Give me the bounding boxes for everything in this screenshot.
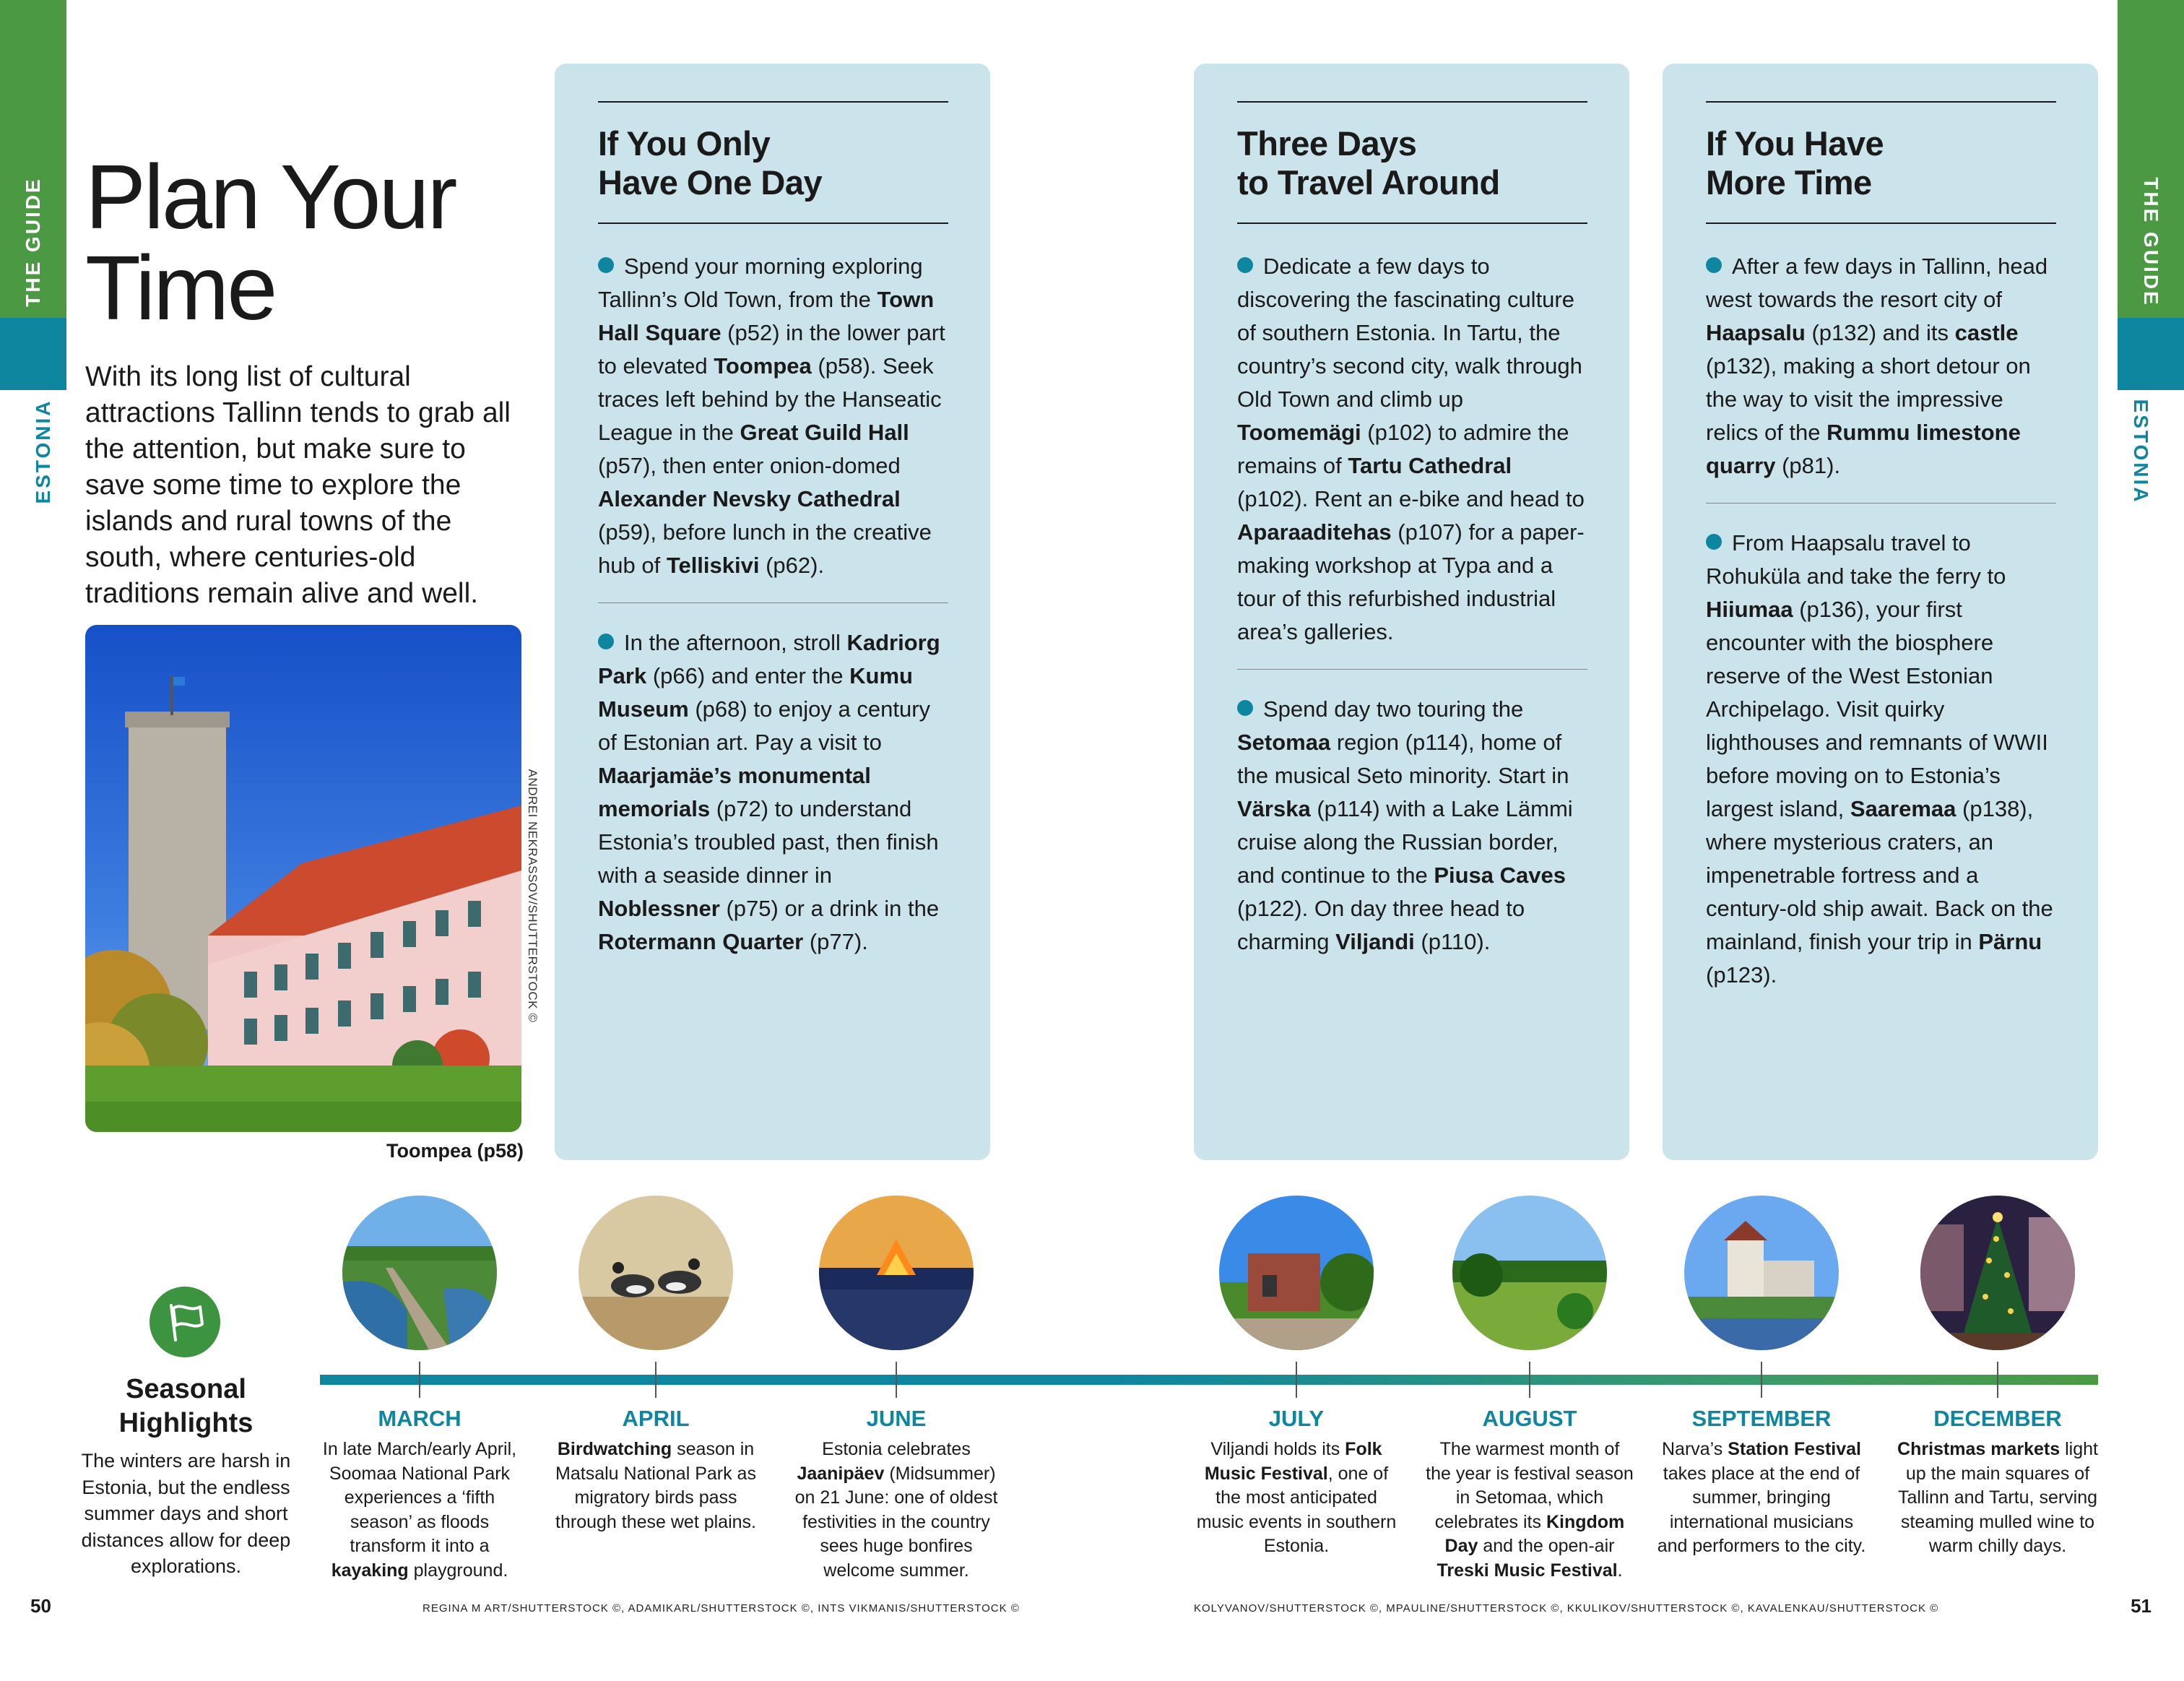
month-label-september: SEPTEMBER: [1691, 1406, 1832, 1431]
body-text: season in Matsalu National Park as migratory birds pass through these wet plains.: [555, 1439, 756, 1532]
body-text: (p107) for a paper-making workshop at Typa and a tour of this refurbished industrial area’s galleries.: [1237, 519, 1585, 644]
toompea-photo: [85, 625, 521, 1132]
highlight-text: Jaanipäev: [797, 1463, 885, 1484]
highlight-text: Birdwatching: [557, 1439, 672, 1459]
card-top-rule: [1237, 101, 1587, 103]
month-description-april: [551, 1438, 760, 1534]
photo-credits-left: REGINA M ART/SHUTTERSTOCK ©, ADAMIKARL/SHUTTERSTOCK ©, INTS VIKMANIS/SHUTTERSTOCK ©: [422, 1602, 1020, 1615]
body-text: Estonia celebrates: [822, 1439, 971, 1459]
month-label-august: AUGUST: [1482, 1406, 1577, 1431]
body-text: , one of the most anticipated music events in southern Estonia.: [1196, 1463, 1397, 1556]
body-text: (p68) to enjoy a century of Estonian art. Pay a visit to: [598, 696, 931, 755]
card-paragraph: [1237, 250, 1587, 649]
body-text: From Haapsalu travel to Rohuküla and take the ferry to: [1706, 530, 2006, 589]
card-title-line: Have One Day: [598, 163, 823, 202]
photo-credits-right: KOLYVANOV/SHUTTERSTOCK ©, MPAULINE/SHUTTERSTOCK ©, KKULIKOV/SHUTTERSTOCK ©, KAVALENKAU/SHUTTERSTOCK ©: [1194, 1602, 1939, 1615]
december-photo: [1920, 1196, 2075, 1350]
body-text: (p62).: [759, 553, 825, 578]
june-photo: [819, 1196, 974, 1350]
timeline-tick: [1997, 1362, 1998, 1398]
card-more-time: [1663, 64, 2098, 1160]
body-text: (Midsummer) on 21 June: one of oldest festivities in the country sees huge bonfires welcome summer.: [794, 1463, 998, 1581]
timeline-bar: [320, 1375, 2098, 1385]
month-label-july: JULY: [1268, 1406, 1325, 1431]
march-photo: [342, 1196, 497, 1350]
bullet-dot: [1237, 257, 1253, 273]
bullet-dot: [598, 257, 614, 273]
bullet-dot: [1706, 257, 1722, 273]
body-text: (p132) and its: [1805, 320, 1955, 345]
body-text: After a few days in Tallinn, head west towards the resort city of: [1706, 254, 2048, 312]
highlight-text: kayaking: [331, 1560, 409, 1581]
card-title-rule: [1706, 222, 2056, 224]
highlight-text: Great Guild Hall: [740, 420, 909, 445]
seasonal-description: The winters are harsh in Estonia, but the endless summer days and short distances allow for deep explorations.: [81, 1450, 291, 1577]
timeline-tick: [896, 1362, 897, 1398]
timeline-tick: [419, 1362, 420, 1398]
tab-label-country: ESTONIA: [2130, 399, 2152, 504]
highlight-text: Toomemägi: [1237, 420, 1361, 445]
month-label-march: MARCH: [378, 1406, 462, 1431]
highlight-text: Rotermann Quarter: [598, 929, 804, 954]
month-description-september: [1657, 1438, 1866, 1559]
highlight-text: Pärnu: [1978, 929, 2042, 954]
card-title: [1237, 124, 1587, 202]
body-text: (p122). On day three head to charming: [1237, 896, 1525, 954]
card-title: [1706, 124, 2056, 202]
highlight-text: Kadriorg Park: [598, 630, 940, 688]
timeline-tick: [1529, 1362, 1530, 1398]
highlight-text: Treski Music Festival: [1436, 1560, 1618, 1581]
body-text: (p59), before lunch in the creative hub of: [598, 519, 932, 578]
card-one-day: [555, 64, 990, 1160]
card-paragraph: [1706, 527, 2056, 992]
page-number-left: 50: [30, 1595, 51, 1617]
card-title-line: If You Have: [1706, 124, 1884, 163]
timeline-tick: [1296, 1362, 1297, 1398]
month-description-august: [1425, 1438, 1634, 1583]
body-text: (p52) in the lower part to elevated: [598, 320, 945, 379]
card-top-rule: [1706, 101, 2056, 103]
month-description-march: [315, 1438, 524, 1583]
body-text: The warmest month of the year is festival season in Setomaa, which celebrates its: [1426, 1439, 1634, 1532]
body-text: (p75) or a drink in the: [719, 896, 940, 921]
card-three-days: [1194, 64, 1629, 1160]
page-title: Plan Your Time: [85, 146, 456, 339]
card-title-rule: [1237, 222, 1587, 224]
seasonal-title: Seasonal Highlights: [118, 1374, 254, 1438]
card-title-line: More Time: [1706, 163, 1872, 202]
tab-teal-block: [2118, 318, 2184, 390]
bullet-dot: [1706, 534, 1722, 550]
month-label-june: JUNE: [866, 1406, 927, 1431]
body-text: region (p114), home of the musical Seto minority. Start in: [1237, 730, 1569, 788]
card-title-line: to Travel Around: [1237, 163, 1500, 202]
highlight-text: Haapsalu: [1706, 320, 1806, 345]
highlight-text: Piusa Caves: [1434, 863, 1566, 888]
highlight-text: castle: [1954, 320, 2019, 345]
photo-caption: Toompea (p58): [386, 1140, 524, 1162]
body-text: takes place at the end of summer, bringing international musicians and performers to the city.: [1657, 1463, 1866, 1556]
month-label-april: APRIL: [622, 1406, 690, 1431]
body-text: (p138), where mysterious craters, an impenetrable fortress and a century-old ship await. Back on the mainland, finish your trip in: [1706, 796, 2053, 954]
body-text: (p110).: [1414, 929, 1491, 954]
intro-text: With its long list of cultural attractions Tallinn tends to grab all the attention, but make sure to save some time to explore the islands and rural towns of the south, where centuries-old traditions remain alive and well.: [85, 361, 511, 609]
body-text: Spend your morning exploring Tallinn’s Old Town, from the: [598, 254, 923, 312]
paragraph-divider: [1706, 503, 2056, 504]
month-label-december: DECEMBER: [1933, 1406, 2062, 1431]
highlight-text: Setomaa: [1237, 730, 1331, 755]
left-section-tab: [0, 0, 66, 504]
july-photo: [1219, 1196, 1374, 1350]
tab-label-guide: THE GUIDE: [22, 177, 44, 307]
highlight-text: Alexander Nevsky Cathedral: [598, 486, 901, 511]
body-text: Dedicate a few days to discovering the fascinating culture of southern Estonia. In Tartu, the country’s second city, walk through Old Town and climb up: [1237, 254, 1582, 412]
body-text: and the open-air: [1478, 1536, 1615, 1556]
body-text: .: [1617, 1560, 1623, 1581]
body-text: (p66) and enter the: [646, 663, 850, 688]
body-text: (p132), making a short detour on the way to visit the impressive relics of the: [1706, 353, 2031, 445]
right-section-tab: [2118, 0, 2184, 504]
body-text: (p72) to understand Estonia’s troubled past, then finish with a seaside dinner in: [598, 796, 939, 888]
card-paragraph: [598, 626, 948, 959]
highlight-text: Viljandi: [1335, 929, 1415, 954]
tab-teal-block: [0, 318, 66, 390]
august-photo: [1452, 1196, 1607, 1350]
body-text: (p136), your first encounter with the biosphere reserve of the West Estonian Archipelago. Visit quirky lighthouses and remnants of WWII before moving on to Estonia’s largest island,: [1706, 597, 2048, 821]
body-text: light up the main squares of Tallinn and Tartu, serving steaming mulled wine to warm chilly days.: [1897, 1439, 2098, 1556]
april-photo: [578, 1196, 733, 1350]
timeline-tick: [1761, 1362, 1762, 1398]
highlight-text: Hiiumaa: [1706, 597, 1793, 622]
month-description-june: [792, 1438, 1001, 1583]
month-description-july: [1192, 1438, 1401, 1559]
highlight-text: Värska: [1237, 796, 1311, 821]
body-text: (p102). Rent an e-bike and head to: [1237, 486, 1585, 511]
card-top-rule: [598, 101, 948, 103]
highlight-text: Tartu Cathedral: [1348, 453, 1512, 478]
card-title: [598, 124, 948, 202]
body-text: Narva’s: [1661, 1439, 1728, 1459]
highlight-text: Saaremaa: [1850, 796, 1956, 821]
highlight-text: Telliskivi: [666, 553, 760, 578]
card-title-line: Three Days: [1237, 124, 1417, 163]
photo-credit: ANDREI NEKRASSOV/SHUTTERSTOCK ©: [526, 769, 540, 1023]
highlight-text: Kingdom Day: [1444, 1511, 1625, 1556]
paragraph-divider: [598, 602, 948, 603]
tab-label-guide: THE GUIDE: [2140, 177, 2162, 307]
body-text: (p102) to admire the remains of: [1237, 420, 1569, 478]
highlight-text: Station Festival: [1728, 1439, 1861, 1459]
highlight-text: Rummu limestone quarry: [1706, 420, 2021, 478]
bullet-dot: [598, 634, 614, 649]
body-text: Viljandi holds its: [1210, 1439, 1346, 1459]
body-text: (p57), then enter onion-domed: [598, 453, 901, 478]
body-text: (p114) with a Lake Lämmi cruise along the Russian border, and continue to the: [1237, 796, 1573, 888]
body-text: playground.: [408, 1560, 508, 1581]
bullet-dot: [1237, 700, 1253, 716]
highlight-text: Noblessner: [598, 896, 720, 921]
card-paragraph: [1237, 693, 1587, 959]
body-text: (p77).: [803, 929, 868, 954]
body-text: (p123).: [1706, 962, 1777, 988]
highlight-text: Maarjamäe’s monumental memorials: [598, 763, 871, 821]
highlight-text: Town Hall Square: [598, 287, 935, 345]
body-text: (p81).: [1775, 453, 1841, 478]
highlight-text: Aparaaditehas: [1237, 519, 1392, 545]
body-text: In the afternoon, stroll: [624, 630, 847, 655]
body-text: In late March/early April, Soomaa National Park experiences a ‘fifth season’ as floods transform it into a: [322, 1439, 517, 1556]
body-text: Spend day two touring the: [1263, 696, 1524, 722]
timeline-tick: [655, 1362, 656, 1398]
september-photo: [1684, 1196, 1839, 1350]
highlight-text: Kumu Museum: [598, 663, 913, 722]
flag-icon: [150, 1287, 220, 1357]
card-title-rule: [598, 222, 948, 224]
highlight-text: Folk Music Festival: [1204, 1439, 1382, 1484]
highlight-text: Toompea: [714, 353, 812, 379]
highlight-text: Christmas markets: [1897, 1439, 2060, 1459]
month-description-december: [1893, 1438, 2102, 1559]
body-text: (p58). Seek traces left behind by the Hanseatic League in the: [598, 353, 942, 445]
card-title-line: If You Only: [598, 124, 771, 163]
card-paragraph: [598, 250, 948, 582]
card-paragraph: [1706, 250, 2056, 483]
tab-label-country: ESTONIA: [32, 399, 54, 504]
paragraph-divider: [1237, 669, 1587, 670]
page-number-right: 51: [2131, 1595, 2152, 1617]
